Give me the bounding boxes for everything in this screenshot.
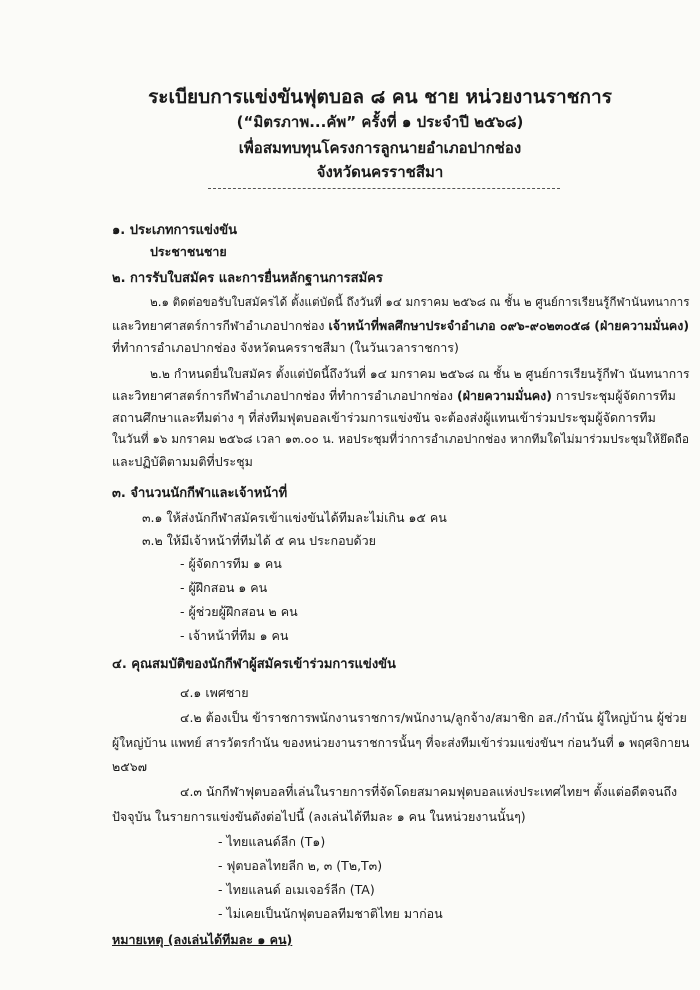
section4-item2-line1: ๔.๒ ต้องเป็น ข้าราชการพนักงานราชการ/พนักงาน/ลูกจ้าง/สมาชิก อส./กำนัน ผู้ใหญ่บ้าน ผู้ช่วย <box>180 710 687 725</box>
doc-title: ระเบียบการแข่งขันฟุตบอล ๘ คน ชาย หน่วยงานราชการ <box>148 86 612 108</box>
section3-sub1: - ผู้จัดการทีม ๑ คน <box>180 556 282 571</box>
section2-p1-line1: ๒.๑ ติดต่อขอรับใบสมัครได้ ตั้งแต่บัดนี้ ถึงวันที่ ๑๔ มกราคม ๒๕๖๘ ณ ชั้น ๒ ศูนย์การเรียนรู้กีฬานันทนาการ <box>150 295 690 309</box>
remark: หมายเหตุ (ลงเล่นได้ทีมละ ๑ คน) <box>112 932 293 947</box>
section4-sub2: - ฟุตบอลไทยลีก ๒, ๓ (T๒,T๓) <box>218 858 383 873</box>
section2-p1-line2-text: และวิทยาศาสตร์การกีฬาอำเภอปากช่อง <box>112 318 329 333</box>
section2-p1-line3: ที่ทำการอำเภอปากช่อง จังหวัดนครราชสีมา (ในวันเวลาราชการ) <box>112 340 459 355</box>
doc-subtitle: (“มิตรภาพ...คัพ” ครั้งที่ ๑ ประจำปี ๒๕๖๘) <box>236 113 524 131</box>
section4-item1: ๔.๑ เพศชาย <box>180 685 249 700</box>
section2-p1-line2 <box>112 320 689 332</box>
section4-sub1: - ไทยแลนด์ลีก (T๑) <box>218 834 326 849</box>
section1-heading: ๑. ประเภทการแข่งขัน <box>112 223 238 238</box>
section4-item3-line1: ๔.๓ นักกีฬาฟุตบอลที่เล่นในรายการที่จัดโดยสมาคมฟุตบอลแห่งประเทศไทยฯ ตั้งแต่อดีตจนถึง <box>180 784 678 799</box>
section4-item2-line3: ๒๕๖๗ <box>112 759 148 774</box>
section4-item3-line2: ปัจจุบัน ในรายการแข่งขันดังต่อไปนี้ (ลงเล่นได้ทีมละ ๑ คน ในหน่วยงานนั้นๆ) <box>112 809 526 824</box>
section2-p2-line3: สถานศึกษาและทีมต่าง ๆ ที่ส่งทีมฟุตบอลเข้าร่วมการแข่งขัน จะต้องส่งผู้แทนเข้าร่วมประชุมผู้จัดการทีม <box>112 410 656 425</box>
title-divider <box>208 188 560 189</box>
section2-p2-line2 <box>112 390 676 403</box>
section3-sub4: - เจ้าหน้าที่ทีม ๑ คน <box>180 628 289 643</box>
section2-p2-line5: และปฏิบัติตามมติที่ประชุม <box>112 454 253 469</box>
section3-item2: ๓.๒ ให้มีเจ้าหน้าที่ทีมได้ ๕ คน ประกอบด้วย <box>142 533 376 548</box>
section1-body: ประชาชนชาย <box>150 244 227 259</box>
section2-p2-line4: ในวันที่ ๑๖ มกราคม ๒๕๖๘ เวลา ๑๓.๐๐ น. หอประชุมที่ว่าการอำเภอปากช่อง หากทีมใดไม่มาร่วมประชุมให้ยึดถือ <box>112 432 689 446</box>
section2-p2-line2-tail: การประชุมผู้จัดการทีม <box>551 388 676 403</box>
section3-sub3: - ผู้ช่วยผู้ฝึกสอน ๒ คน <box>180 604 298 619</box>
section4-sub4: - ไม่เคยเป็นนักฟุตบอลทีมชาติไทย มาก่อน <box>218 906 443 921</box>
section4-item2-line2: ผู้ใหญ่บ้าน แพทย์ สารวัตรกำนัน ของหน่วยงานราชการนั้นๆ ที่จะส่งทีมเข้าร่วมแข่งขันฯ ก่อนวันที่ ๑ พฤศจิกายน <box>112 736 690 750</box>
section3-sub2: - ผู้ฝึกสอน ๑ คน <box>180 580 268 595</box>
section3-heading: ๓. จำนวนนักกีฬาและเจ้าหน้าที่ <box>112 486 288 501</box>
section2-p2-line2-text: และวิทยาศาสตร์การกีฬาอำเภอปากช่อง ที่ทำการอำเภอปากช่อง <box>112 388 457 403</box>
section4-heading: ๔. คุณสมบัติของนักกีฬาผู้สมัครเข้าร่วมการแข่งขัน <box>112 657 396 672</box>
section3-item1: ๓.๑ ให้ส่งนักกีฬาสมัครเข้าแข่งขันได้ทีมละไม่เกิน ๑๕ คน <box>142 510 447 525</box>
section2-p2-line1: ๒.๒ กำหนดยื่นใบสมัคร ตั้งแต่บัดนี้ถึงวันที่ ๑๔ มกราคม ๒๕๖๘ ณ ชั้น ๒ ศูนย์การเรียนรู้กีฬา นันทนาการ <box>150 367 690 381</box>
doc-purpose: เพื่อสมทบทุนโครงการลูกนายอำเภอปากช่อง <box>238 139 522 157</box>
section2-p2-dept: (ฝ่ายความมั่นคง) <box>456 388 552 403</box>
doc-province: จังหวัดนครราชสีมา <box>316 163 444 181</box>
section2-heading: ๒. การรับใบสมัคร และการยื่นหลักฐานการสมัคร <box>112 271 383 286</box>
section4-sub3: - ไทยแลนด์ อเมเจอร์ลีก (TA) <box>218 882 375 897</box>
section2-p1-contact: เจ้าหน้าที่พลศึกษาประจำอำเภอ ๐๙๖-๙๐๒๓๐๕๘ (ฝ่ายความมั่นคง) <box>328 318 690 333</box>
